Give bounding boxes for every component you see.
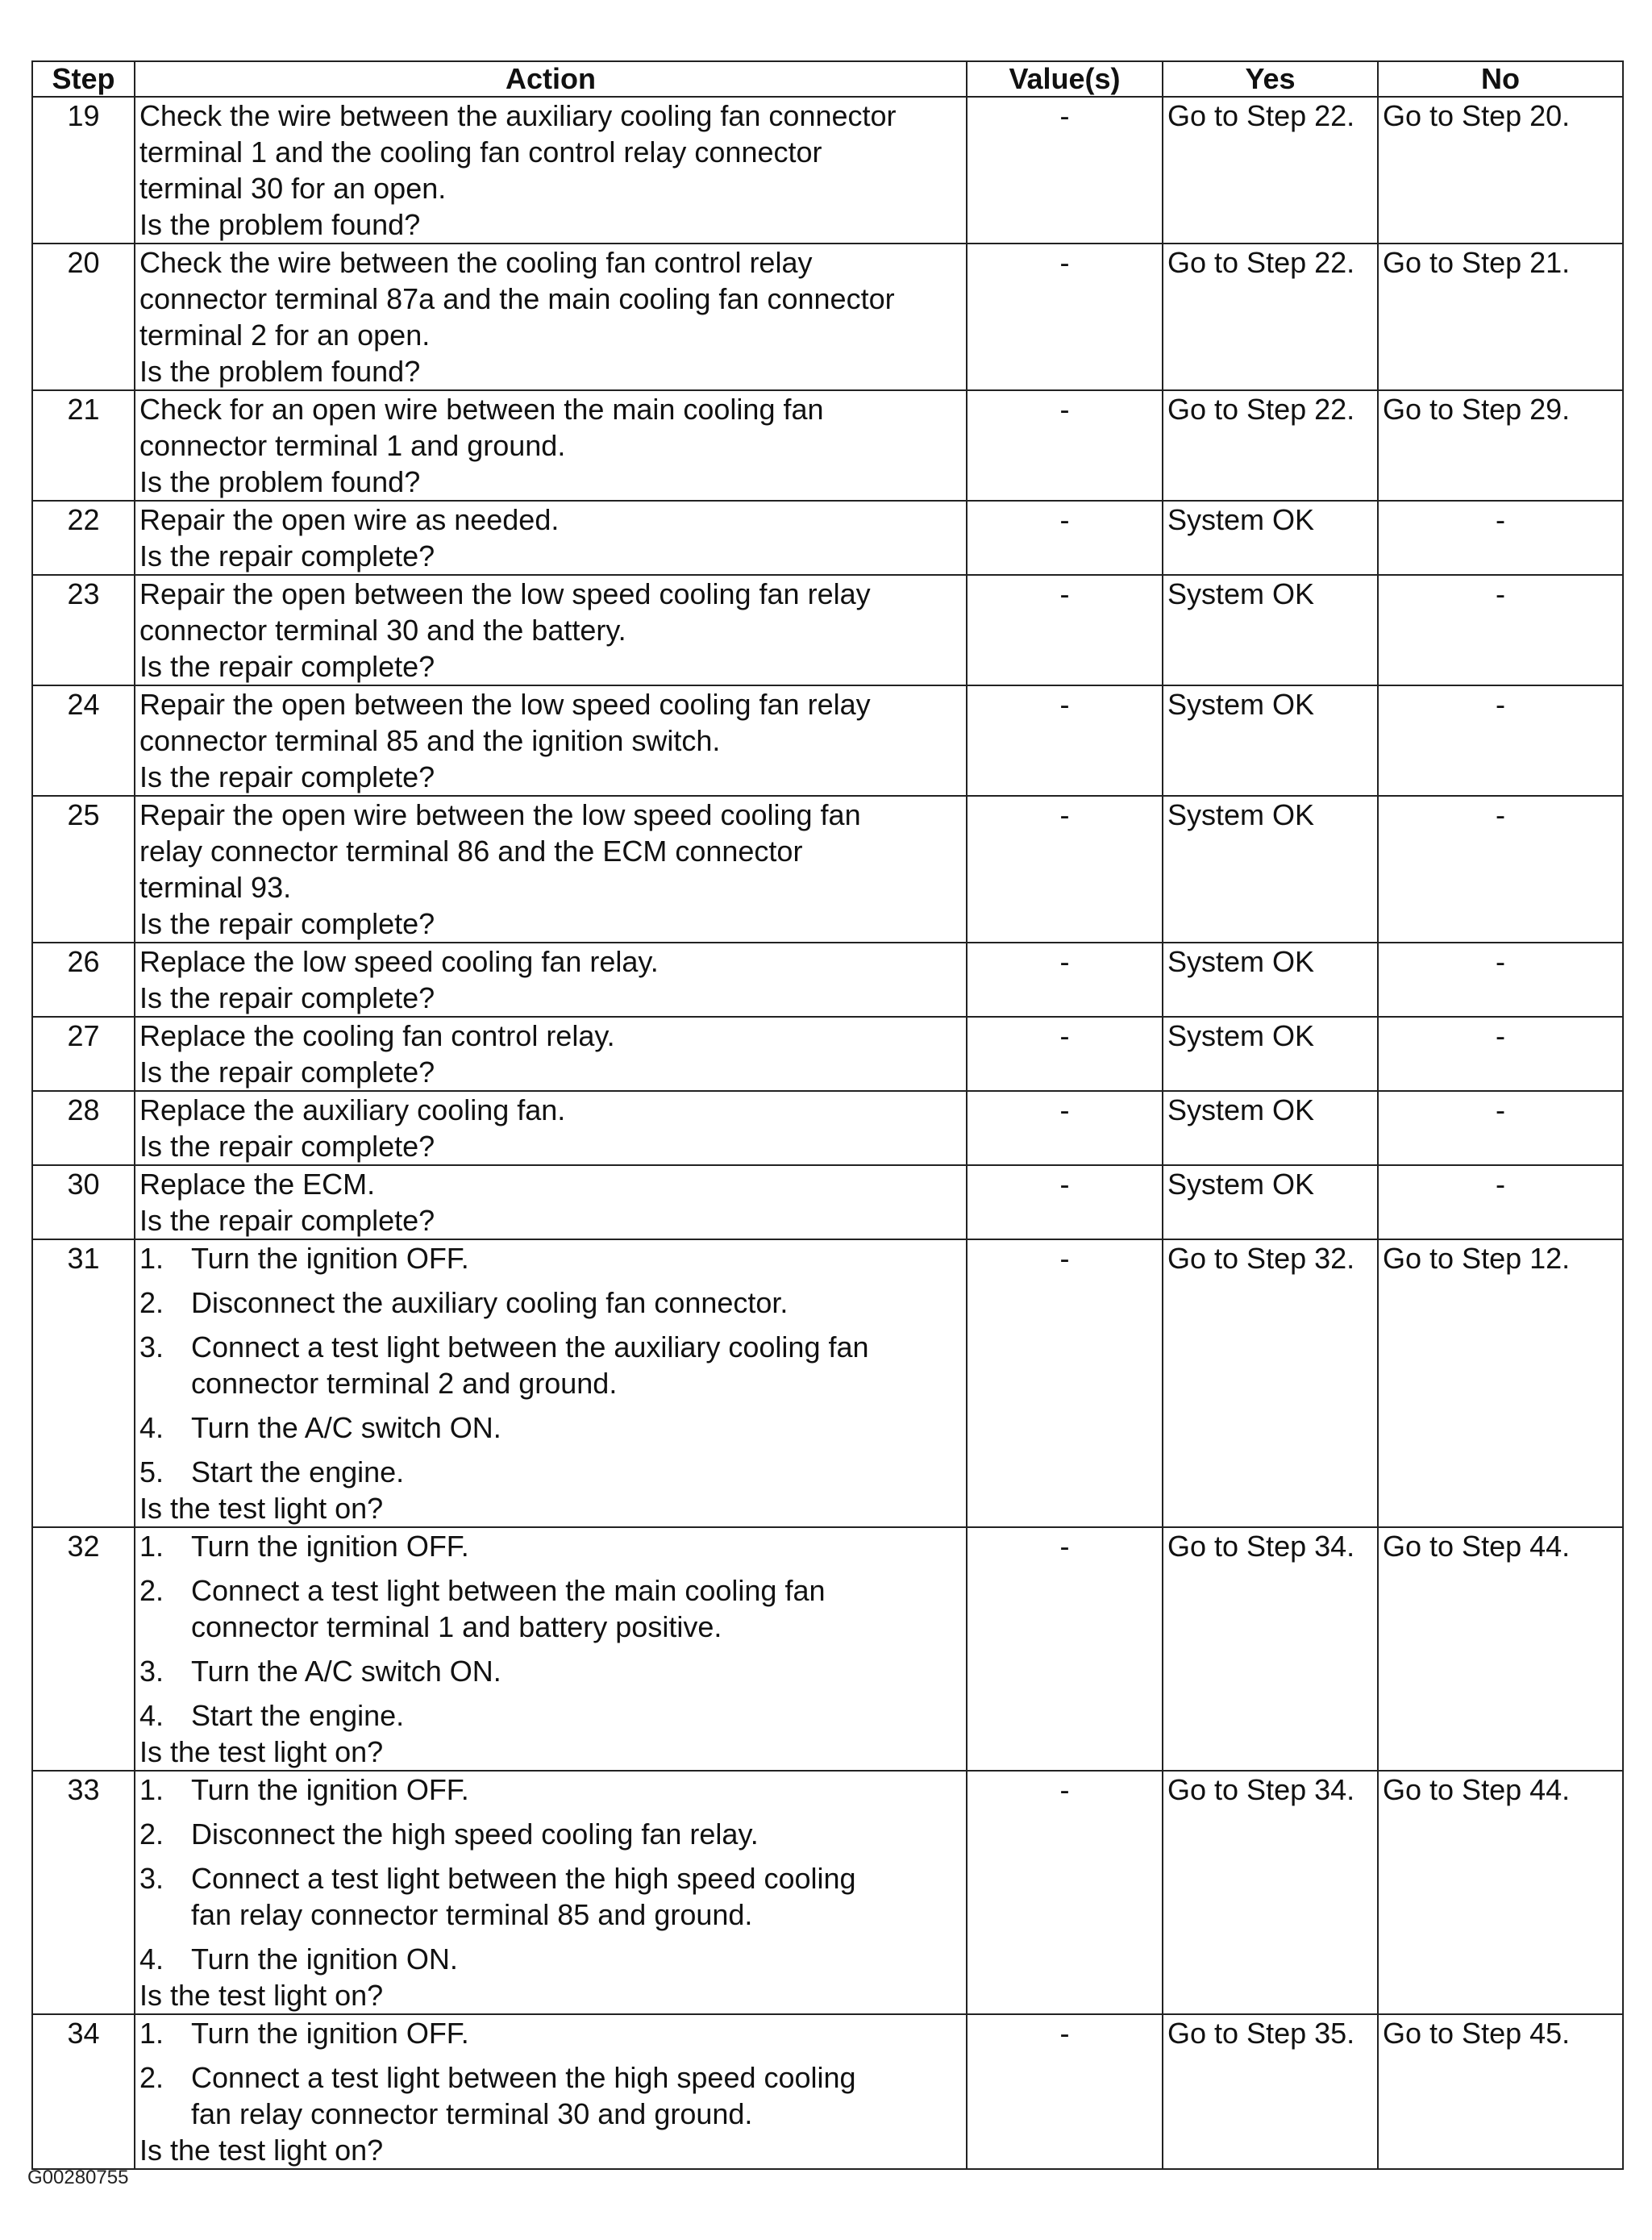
- action-line: connector terminal 1 and ground.: [139, 429, 566, 462]
- yes-cell: Go to Step 22.: [1163, 390, 1378, 501]
- step-cell: 19: [32, 97, 135, 244]
- action-line: Check the wire between the auxiliary cooling fan connector: [139, 99, 897, 132]
- table-row: [32, 1527, 1623, 1771]
- no-cell: -: [1378, 943, 1623, 1017]
- action-line: Is the repair complete?: [139, 1204, 435, 1237]
- procedure-text: [191, 1528, 962, 1564]
- action-line: Check the wire between the cooling fan control relay: [139, 246, 813, 279]
- procedure-line: Disconnect the auxiliary cooling fan connector.: [191, 1286, 789, 1319]
- step-cell: 33: [32, 1771, 135, 2014]
- procedure-line: Connect a test light between the auxiliary cooling fan: [191, 1330, 869, 1364]
- action-line: connector terminal 30 and the battery.: [139, 614, 626, 647]
- action-line: Replace the low speed cooling fan relay.: [139, 945, 659, 978]
- yes-cell: Go to Step 35.: [1163, 2014, 1378, 2169]
- procedure-item: [139, 2015, 962, 2051]
- procedure-line: Turn the A/C switch ON.: [191, 1411, 501, 1444]
- action-cell: [135, 1165, 967, 1239]
- action-cell: [135, 575, 967, 685]
- procedure-item: [139, 1572, 962, 1645]
- step-cell: 32: [32, 1527, 135, 1771]
- table-body: [32, 97, 1623, 2169]
- step-cell: 25: [32, 796, 135, 943]
- procedure-item: [139, 1697, 962, 1734]
- no-cell: -: [1378, 1017, 1623, 1091]
- no-cell: -: [1378, 796, 1623, 943]
- yes-cell: System OK: [1163, 685, 1378, 796]
- procedure-number: 3.: [139, 1862, 164, 1895]
- yes-cell: Go to Step 34.: [1163, 1771, 1378, 2014]
- procedure-item: [139, 2059, 962, 2132]
- procedure-number: 3.: [139, 1655, 164, 1688]
- header-no: No: [1378, 61, 1623, 97]
- procedure-item: [139, 1284, 962, 1321]
- yes-cell: System OK: [1163, 796, 1378, 943]
- table-header-row: [32, 61, 1623, 97]
- table-row: [32, 1017, 1623, 1091]
- action-line: Replace the cooling fan control relay.: [139, 1019, 615, 1052]
- procedure-number: 1.: [139, 2017, 164, 2050]
- table-row: [32, 1165, 1623, 1239]
- value-cell: -: [967, 2014, 1163, 2169]
- procedure-line: Connect a test light between the high speed cooling: [191, 1862, 856, 1895]
- procedure-line: Disconnect the high speed cooling fan relay.: [191, 1817, 759, 1851]
- action-line: Repair the open wire between the low speed cooling fan: [139, 798, 861, 831]
- procedure-text: [191, 1941, 962, 1977]
- value-cell: -: [967, 796, 1163, 943]
- procedure-number: 1.: [139, 1773, 164, 1806]
- procedure-number: 2.: [139, 1574, 164, 1607]
- action-cell: [135, 943, 967, 1017]
- action-line: Is the repair complete?: [139, 539, 435, 572]
- table-row: [32, 97, 1623, 244]
- procedure-line: fan relay connector terminal 30 and ground.: [191, 2097, 753, 2130]
- action-line: Replace the auxiliary cooling fan.: [139, 1093, 566, 1126]
- yes-cell: System OK: [1163, 575, 1378, 685]
- procedure-item: [139, 1528, 962, 1564]
- procedure-text: [191, 1329, 962, 1401]
- action-cell: [135, 501, 967, 575]
- value-cell: -: [967, 575, 1163, 685]
- header-values: Value(s): [967, 61, 1163, 97]
- procedure-item: [139, 1772, 962, 1808]
- procedure-line: Turn the ignition OFF.: [191, 1773, 469, 1806]
- step-cell: 20: [32, 244, 135, 390]
- action-cell: [135, 1017, 967, 1091]
- action-line: Is the repair complete?: [139, 1130, 435, 1163]
- action-line: Is the repair complete?: [139, 1055, 435, 1089]
- question-line: Is the test light on?: [139, 1492, 384, 1525]
- procedure-number: 2.: [139, 2061, 164, 2094]
- yes-cell: System OK: [1163, 1091, 1378, 1165]
- action-line: Repair the open wire as needed.: [139, 503, 560, 536]
- action-line: Is the repair complete?: [139, 981, 435, 1014]
- procedure-number: 4.: [139, 1699, 164, 1732]
- header-step: Step: [32, 61, 135, 97]
- procedure-line: Turn the ignition OFF.: [191, 1530, 469, 1563]
- step-cell: 23: [32, 575, 135, 685]
- procedure-item: [139, 1329, 962, 1401]
- step-cell: 27: [32, 1017, 135, 1091]
- no-cell: Go to Step 44.: [1378, 1771, 1623, 2014]
- no-cell: -: [1378, 501, 1623, 575]
- procedure-line: Turn the A/C switch ON.: [191, 1655, 501, 1688]
- table-row: [32, 943, 1623, 1017]
- procedure-text: [191, 1454, 962, 1490]
- action-line: terminal 30 for an open.: [139, 172, 447, 205]
- action-cell: [135, 796, 967, 943]
- action-line: Repair the open between the low speed cooling fan relay: [139, 688, 871, 721]
- procedure-text: [191, 1653, 962, 1689]
- table-row: [32, 796, 1623, 943]
- procedure-line: connector terminal 2 and ground.: [191, 1367, 618, 1400]
- procedure-line: Connect a test light between the main cooling fan: [191, 1574, 826, 1607]
- value-cell: -: [967, 943, 1163, 1017]
- action-line: relay connector terminal 86 and the ECM connector: [139, 835, 803, 868]
- action-cell: [135, 1239, 967, 1527]
- value-cell: -: [967, 685, 1163, 796]
- no-cell: Go to Step 29.: [1378, 390, 1623, 501]
- header-action: Action: [135, 61, 967, 97]
- action-cell: [135, 244, 967, 390]
- procedure-line: Start the engine.: [191, 1455, 405, 1488]
- action-cell: [135, 1527, 967, 1771]
- action-line: Repair the open between the low speed cooling fan relay: [139, 577, 871, 610]
- procedure-item: [139, 1941, 962, 1977]
- action-line: terminal 93.: [139, 871, 292, 904]
- action-cell: [135, 2014, 967, 2169]
- action-line: Replace the ECM.: [139, 1168, 376, 1201]
- action-line: Is the problem found?: [139, 355, 421, 388]
- value-cell: -: [967, 244, 1163, 390]
- procedure-text: [191, 1860, 962, 1933]
- procedure-item: [139, 1454, 962, 1490]
- procedure-text: [191, 1816, 962, 1852]
- step-cell: 28: [32, 1091, 135, 1165]
- no-cell: Go to Step 44.: [1378, 1527, 1623, 1771]
- table-row: [32, 1091, 1623, 1165]
- header-yes: Yes: [1163, 61, 1378, 97]
- procedure-line: fan relay connector terminal 85 and ground.: [191, 1898, 753, 1931]
- procedure-number: 2.: [139, 1286, 164, 1319]
- procedure-number: 1.: [139, 1242, 164, 1275]
- table-row: [32, 390, 1623, 501]
- procedure-text: [191, 2059, 962, 2132]
- action-line: connector terminal 85 and the ignition switch.: [139, 724, 721, 757]
- procedure-line: Turn the ignition ON.: [191, 1942, 458, 1976]
- no-cell: Go to Step 20.: [1378, 97, 1623, 244]
- action-line: Is the problem found?: [139, 465, 421, 498]
- step-cell: 24: [32, 685, 135, 796]
- value-cell: -: [967, 1239, 1163, 1527]
- yes-cell: System OK: [1163, 501, 1378, 575]
- value-cell: -: [967, 1017, 1163, 1091]
- procedure-text: [191, 1240, 962, 1276]
- procedure-list: [139, 1528, 962, 1734]
- procedure-text: [191, 1772, 962, 1808]
- value-cell: -: [967, 1771, 1163, 2014]
- action-line: Is the problem found?: [139, 208, 421, 241]
- no-cell: -: [1378, 575, 1623, 685]
- action-line: Check for an open wire between the main cooling fan: [139, 393, 824, 426]
- action-cell: [135, 1091, 967, 1165]
- table-row: [32, 685, 1623, 796]
- procedure-number: 4.: [139, 1942, 164, 1976]
- yes-cell: System OK: [1163, 1165, 1378, 1239]
- value-cell: -: [967, 1527, 1163, 1771]
- step-cell: 31: [32, 1239, 135, 1527]
- table-row: [32, 575, 1623, 685]
- step-cell: 26: [32, 943, 135, 1017]
- procedure-text: [191, 1409, 962, 1446]
- yes-cell: System OK: [1163, 1017, 1378, 1091]
- procedure-line: Connect a test light between the high speed cooling: [191, 2061, 856, 2094]
- action-cell: [135, 685, 967, 796]
- procedure-list: [139, 1240, 962, 1490]
- procedure-line: Turn the ignition OFF.: [191, 1242, 469, 1275]
- table-row: [32, 1239, 1623, 1527]
- no-cell: Go to Step 12.: [1378, 1239, 1623, 1527]
- no-cell: -: [1378, 685, 1623, 796]
- action-cell: [135, 97, 967, 244]
- action-cell: [135, 1771, 967, 2014]
- action-cell: [135, 390, 967, 501]
- figure-id: G00280755: [27, 2167, 129, 2188]
- no-cell: -: [1378, 1165, 1623, 1239]
- yes-cell: Go to Step 22.: [1163, 244, 1378, 390]
- value-cell: -: [967, 390, 1163, 501]
- step-cell: 34: [32, 2014, 135, 2169]
- action-line: connector terminal 87a and the main cooling fan connector: [139, 282, 895, 315]
- table-row: [32, 501, 1623, 575]
- table-row: [32, 244, 1623, 390]
- procedure-text: [191, 1284, 962, 1321]
- diagnostic-table: [31, 60, 1624, 2170]
- yes-cell: Go to Step 32.: [1163, 1239, 1378, 1527]
- procedure-item: [139, 1240, 962, 1276]
- action-line: terminal 1 and the cooling fan control relay connector: [139, 135, 822, 169]
- question-line: Is the test light on?: [139, 1979, 384, 2012]
- procedure-number: 2.: [139, 1817, 164, 1851]
- procedure-number: 3.: [139, 1330, 164, 1364]
- step-cell: 22: [32, 501, 135, 575]
- procedure-item: [139, 1860, 962, 1933]
- no-cell: Go to Step 21.: [1378, 244, 1623, 390]
- procedure-number: 4.: [139, 1411, 164, 1444]
- procedure-list: [139, 1772, 962, 1977]
- action-line: Is the repair complete?: [139, 650, 435, 683]
- action-line: Is the repair complete?: [139, 760, 435, 793]
- table-row: [32, 1771, 1623, 2014]
- value-cell: -: [967, 501, 1163, 575]
- value-cell: -: [967, 1091, 1163, 1165]
- procedure-line: connector terminal 1 and battery positive.: [191, 1610, 722, 1643]
- procedure-text: [191, 1697, 962, 1734]
- yes-cell: Go to Step 22.: [1163, 97, 1378, 244]
- procedure-number: 1.: [139, 1530, 164, 1563]
- question-line: Is the test light on?: [139, 1735, 384, 1768]
- action-line: Is the repair complete?: [139, 907, 435, 940]
- procedure-number: 5.: [139, 1455, 164, 1488]
- value-cell: -: [967, 1165, 1163, 1239]
- procedure-line: Start the engine.: [191, 1699, 405, 1732]
- procedure-list: [139, 2015, 962, 2132]
- procedure-line: Turn the ignition OFF.: [191, 2017, 469, 2050]
- step-cell: 30: [32, 1165, 135, 1239]
- procedure-text: [191, 1572, 962, 1645]
- question-line: Is the test light on?: [139, 2134, 384, 2167]
- step-cell: 21: [32, 390, 135, 501]
- yes-cell: System OK: [1163, 943, 1378, 1017]
- value-cell: -: [967, 97, 1163, 244]
- table-row: [32, 2014, 1623, 2169]
- procedure-item: [139, 1409, 962, 1446]
- procedure-text: [191, 2015, 962, 2051]
- procedure-item: [139, 1653, 962, 1689]
- no-cell: -: [1378, 1091, 1623, 1165]
- no-cell: Go to Step 45.: [1378, 2014, 1623, 2169]
- yes-cell: Go to Step 34.: [1163, 1527, 1378, 1771]
- action-line: terminal 2 for an open.: [139, 319, 431, 352]
- procedure-item: [139, 1816, 962, 1852]
